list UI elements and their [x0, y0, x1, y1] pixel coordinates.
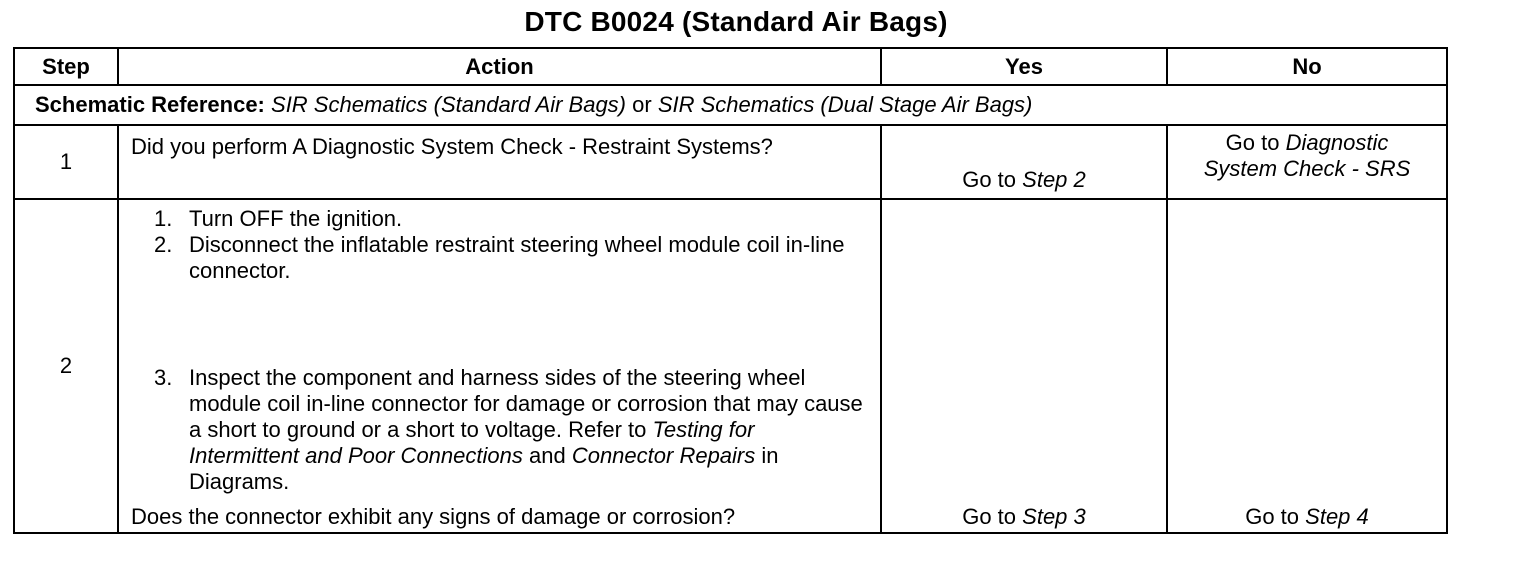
step-number: 2 — [14, 199, 118, 533]
substep-number: 3. — [154, 365, 173, 390]
link-testing-intermittent[interactable]: Testing for Intermittent and Poor Connections — [189, 417, 755, 468]
no-link-diagnostic[interactable]: Diagnostic — [1285, 130, 1389, 155]
table-row — [14, 199, 1447, 533]
no-prefix: Go to — [1245, 504, 1300, 529]
header-step: Step — [14, 48, 118, 85]
no-prefix: Go to — [1225, 130, 1280, 155]
substep-in: in — [761, 443, 779, 468]
no-cell — [1167, 125, 1447, 199]
yes-step-link[interactable]: Step 3 — [1022, 504, 1086, 529]
schematic-reference-row — [14, 85, 1447, 125]
no-link-system-check[interactable]: System Check - SRS — [1203, 156, 1411, 181]
schematic-link-dual[interactable]: SIR Schematics (Dual Stage Air Bags) — [657, 92, 1033, 117]
schematic-link-standard[interactable]: SIR Schematics (Standard Air Bags) — [271, 92, 627, 117]
substep-number: 1. — [154, 206, 173, 231]
page-title: DTC B0024 (Standard Air Bags) — [524, 6, 948, 37]
header-row — [14, 48, 1447, 85]
no-step-link[interactable]: Step 4 — [1305, 504, 1369, 529]
substep-and: and — [528, 443, 566, 468]
schematic-reference-label: Schematic Reference: — [35, 92, 265, 117]
diagnostic-table — [13, 47, 1448, 534]
schematic-reference-cell — [14, 85, 1447, 125]
yes-result — [882, 504, 1166, 530]
no-cell — [1167, 199, 1447, 533]
substep-text: Disconnect the inflatable restraint steering wheel module coil in-line connector. — [189, 232, 845, 283]
header-no: No — [1167, 48, 1447, 85]
yes-cell — [881, 125, 1167, 199]
substep-number: 2. — [154, 232, 173, 257]
action-cell — [118, 199, 881, 533]
substep-1 — [119, 206, 868, 232]
yes-cell — [881, 199, 1167, 533]
schematic-or: or — [632, 92, 652, 117]
step-question: Does the connector exhibit any signs of damage or corrosion? — [131, 504, 736, 529]
yes-prefix: Go to — [962, 167, 1017, 192]
step-number: 1 — [14, 125, 118, 199]
yes-prefix: Go to — [962, 504, 1017, 529]
substep-text: Inspect the component and harness sides of the steering wheel module coil in-line connector for damage or corrosion that may cause a short to ground or a short to voltage. Refer to — [189, 365, 863, 442]
link-connector-repairs[interactable]: Connector Repairs — [571, 443, 756, 468]
header-yes: Yes — [881, 48, 1167, 85]
substep-text: Turn OFF the ignition. — [189, 206, 403, 231]
link-diagrams[interactable]: Diagrams. — [189, 469, 290, 494]
substep-2 — [119, 232, 868, 284]
yes-step-link[interactable]: Step 2 — [1022, 167, 1086, 192]
table-row — [14, 125, 1447, 199]
action-text: Did you perform A Diagnostic System Check - Restraint Systems? — [118, 125, 881, 199]
header-action: Action — [118, 48, 881, 85]
substep-3 — [119, 365, 868, 495]
no-result — [1168, 504, 1446, 530]
